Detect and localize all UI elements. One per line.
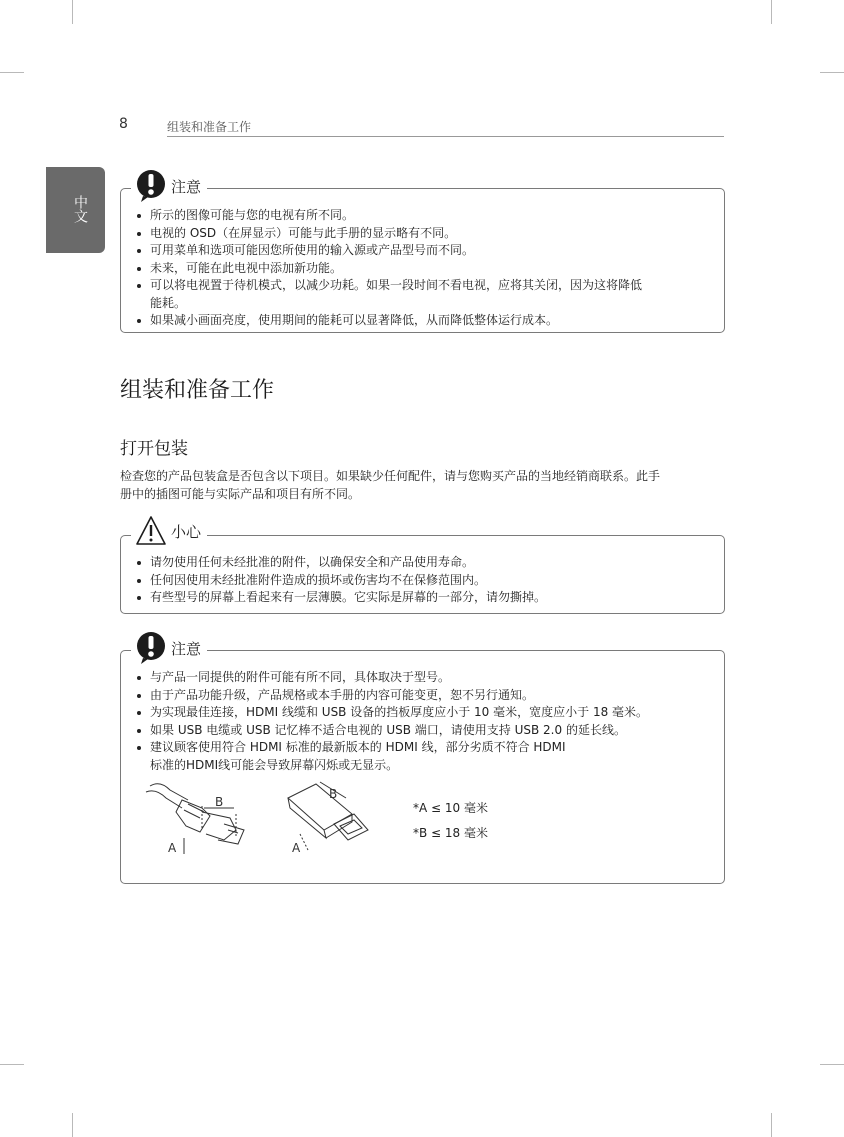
intro-line: 检查您的产品包装盒是否包含以下项目。如果缺少任何配件，请与您购买产品的当地经销商联系。此手 (120, 469, 661, 483)
list-item: 为实现最佳连接，HDMI 线缆和 USB 设备的挡板厚度应小于 10 毫米，宽度应小于 18 毫米。 (136, 704, 710, 722)
hdmi-connector-illustration (146, 784, 244, 854)
caution-box (120, 522, 725, 614)
list-item: 如果 USB 电缆或 USB 记忆棒不适合电视的 USB 端口，请使用支持 USB 2.0 的延长线。 (136, 722, 710, 740)
note-box (120, 177, 725, 333)
list-item: 任何因使用未经批准附件造成的损坏或伤害均不在保修范围内。 (136, 572, 710, 590)
list-item-line: 能耗。 (150, 295, 187, 310)
note-header (131, 631, 207, 665)
list-item: 可用菜单和选项可能因您所使用的输入源或产品型号而不同。 (136, 242, 710, 260)
page-number: 8 (119, 116, 128, 132)
list-item: 电视的 OSD（在屏显示）可能与此手册的显示略有不同。 (136, 225, 710, 243)
crop-mark (72, 0, 73, 24)
list-item-line: 可以将电视置于待机模式，以减少功耗。如果一段时间不看电视，应将其关闭，因为这将降低 (150, 278, 643, 292)
intro-line: 册中的插图可能与实际产品和项目有所不同。 (120, 486, 361, 501)
caution-label: 小心 (171, 522, 202, 541)
running-title: 组装和准备工作 (167, 120, 252, 134)
spec-b: *B ≤ 18 毫米 (413, 826, 489, 840)
caution-list (121, 536, 724, 617)
crop-mark (771, 1113, 772, 1137)
usb-label-b: B (329, 787, 338, 801)
usb-connector-illustration (288, 782, 368, 850)
header-rule (167, 136, 724, 137)
note-label: 注意 (171, 177, 202, 196)
crop-mark (0, 72, 24, 73)
warning-triangle-icon (135, 514, 167, 548)
note-list (121, 189, 724, 340)
caution-header (131, 514, 207, 548)
hdmi-label-b: B (215, 795, 224, 809)
crop-mark (820, 1064, 844, 1065)
note-label: 注意 (171, 639, 202, 658)
spec-a: *A ≤ 10 毫米 (413, 801, 488, 815)
list-item: 未来，可能在此电视中添加新功能。 (136, 260, 710, 278)
subsection-title: 打开包装 (120, 439, 188, 459)
list-item-line: 建议顾客使用符合 HDMI 标准的最新版本的 HDMI 线，部分劣质不符合 HDMI (150, 740, 566, 754)
crop-mark (72, 1113, 73, 1137)
list-item: 有些型号的屏幕上看起来有一层薄膜。它实际是屏幕的一部分，请勿撕掉。 (136, 589, 710, 607)
list-item (136, 277, 710, 312)
connector-diagram (140, 778, 520, 868)
section-title: 组装和准备工作 (120, 378, 275, 403)
hdmi-label-a: A (168, 841, 177, 855)
crop-mark (820, 72, 844, 73)
crop-mark (771, 0, 772, 24)
note-header (131, 169, 207, 203)
crop-mark (0, 1064, 24, 1065)
exclamation-icon (135, 631, 167, 665)
list-item: 所示的图像可能与您的电视有所不同。 (136, 207, 710, 225)
list-item: 请勿使用任何未经批准的附件，以确保安全和产品使用寿命。 (136, 554, 710, 572)
usb-label-a: A (292, 841, 301, 855)
exclamation-icon (135, 169, 167, 203)
note-list (121, 651, 724, 784)
list-item (136, 739, 710, 774)
list-item: 如果减小画面亮度，使用期间的能耗可以显著降低，从而降低整体运行成本。 (136, 312, 710, 330)
list-item: 由于产品功能升级，产品规格或本手册的内容可能变更，恕不另行通知。 (136, 687, 710, 705)
language-tab-label: 中文 (72, 195, 88, 223)
list-item: 与产品一同提供的附件可能有所不同，具体取决于型号。 (136, 669, 710, 687)
intro-paragraph (120, 468, 724, 503)
list-item-line: 标准的HDMI线可能会导致屏幕闪烁或无显示。 (150, 757, 399, 772)
